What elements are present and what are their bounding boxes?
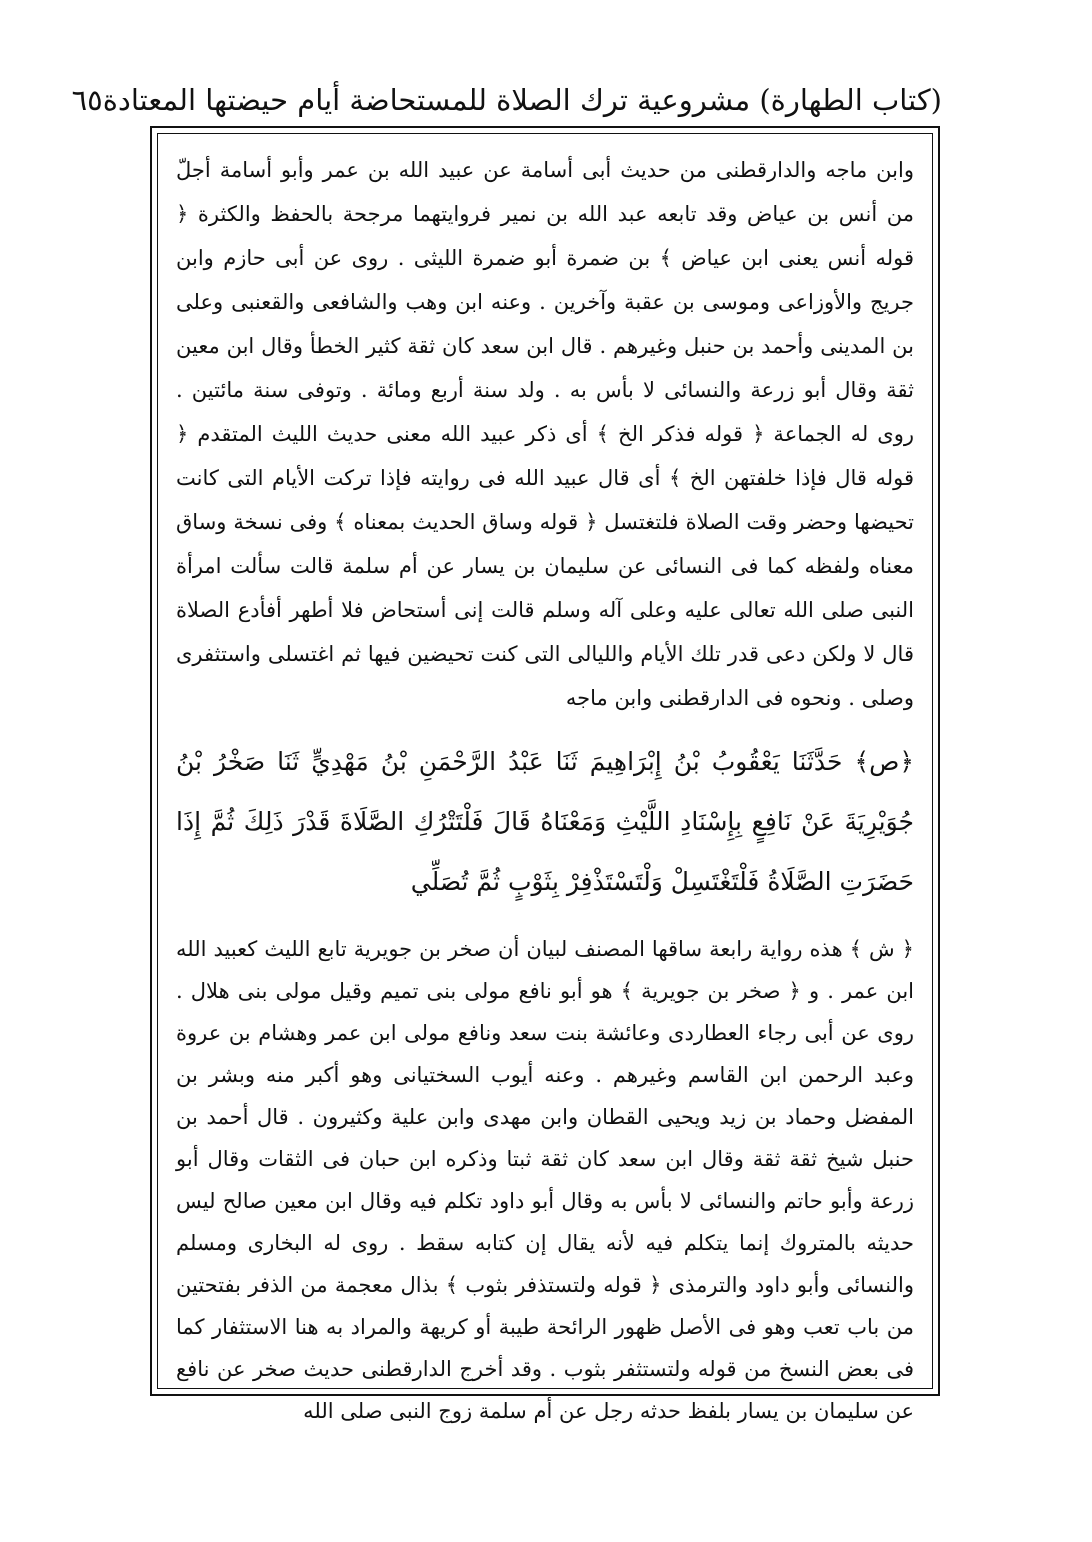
- commentary-paragraph-2: ﴿ ش ﴾ هذه رواية رابعة ساقها المصنف لبيان أن صخر بن جويرية تابع الليث كعبيد الله ابن عمر . و ﴿ صخر بن جويرية ﴾ هو أبو نافع مولى بنى تميم وقيل مولى بنى هلال . روى عن أبى رجاء العطاردى وعائشة بنت سعد ونافع مولى ابن عمر وهشام بن عروة وعبد الرحمن ابن القاسم وغيرهم . وعنه أيوب السختيانى وهو أكبر منه وبشر بن المفضل وحماد بن زيد ويحيى القطان وابن مهدى وابن علية وكثيرون . قال أحمد بن حنبل شيخ ثقة ثقة وقال ابن سعد كان ثقة ثبتا وذكره ابن حبان فى الثقات وقال أبو زرعة وأبو حاتم والنسائى لا بأس به وقال أبو داود تكلم فيه وقال ابن معين صالح ليس حديثه بالمتروك إنما يتكلم فيه لأنه يقال إن كتابه سقط . روى له البخارى ومسلم والنسائى وأبو داود والترمذى ﴿ قوله ولتستذفر بثوب ﴾ بذال معجمة من الذفر بفتحتين من باب تعب وهو فى الأصل ظهور الرائحة طيبة أو كريهة والمراد به هنا الاستثفار كما فى بعض النسخ من قوله ولتستثفر بثوب . وقد أخرج الدارقطنى حديث صخر عن نافع عن سليمان بن يسار بلفظ حدثه رجل عن أم سلمة زوج النبى صلى الله: [176, 937, 914, 1423]
- running-header: [71, 74, 942, 126]
- hadith-text: ﴿ص﴾ حَدَّثَنَا يَعْقُوبُ بْنُ إِبْرَاهِيمَ ثَنَا عَبْدُ الرَّحْمَنِ بْنُ مَهْدِيٍّ ثَنَا صَخْرُ بْنُ جُوَيْرِيَةَ عَنْ نَافِعٍ بِإِسْنَادِ اللَّيْثِ وَمَعْنَاهُ قَالَ فَلْتَتْرُكِ الصَّلَاةَ قَدْرَ ذَلِكَ ثُمَّ إِذَا حَضَرَتِ الصَّلَاةُ فَلْتَغْتَسِلْ وَلْتَسْتَذْفِرْ بِثَوْبٍ ثُمَّ تُصَلِّي: [176, 747, 914, 896]
- text-column: [176, 148, 914, 1432]
- page-number: ٦٥: [71, 83, 103, 117]
- commentary-paragraph-1: وابن ماجه والدارقطنى من حديث أبى أسامة عن عبيد الله بن عمر وأبو أسامة أجلّ من أنس بن عياض وقد تابعه عبد الله بن نمير فروايتهما مرجحة بالحفظ والكثرة ﴿ قوله أنس يعنى ابن عياض ﴾ بن ضمرة أبو ضمرة الليثى . روى عن أبى حازم وابن جريج والأوزاعى وموسى بن عقبة وآخرين . وعنه ابن وهب والشافعى والقعنبى وعلى بن المدينى وأحمد بن حنبل وغيرهم . قال ابن سعد كان ثقة كثير الخطأ وقال ابن معين ثقة وقال أبو زرعة والنسائى لا بأس به . ولد سنة أربع ومائة . وتوفى سنة مائتين . روى له الجماعة ﴿ قوله فذكر الخ ﴾ أى ذكر عبيد الله معنى حديث الليث المتقدم ﴿ قوله قال فإذا خلفتهن الخ ﴾ أى قال عبيد الله فى روايته فإذا تركت الأيام التى كانت تحيضها وحضر وقت الصلاة فلتغتسل ﴿ قوله وساق الحديث بمعناه ﴾ وفى نسخة وساق معناه ولفظه كما فى النسائى عن سليمان بن يسار عن أم سلمة قالت سألت امرأة النبى صلى الله تعالى عليه وعلى آله وسلم قالت إنى أستحاض فلا أطهر أفأدع الصلاة قال لا ولكن دعى قدر تلك الأيام والليالى التى كنت تحيضين فيها ثم اغتسلى واستثفرى وصلى . ونحوه فى الدارقطنى وابن ماجه: [176, 158, 914, 710]
- text-frame: [150, 126, 940, 1423]
- page-title: (كتاب الطهارة) مشروعية ترك الصلاة للمستحاضة أيام حيضتها المعتادة: [102, 83, 942, 117]
